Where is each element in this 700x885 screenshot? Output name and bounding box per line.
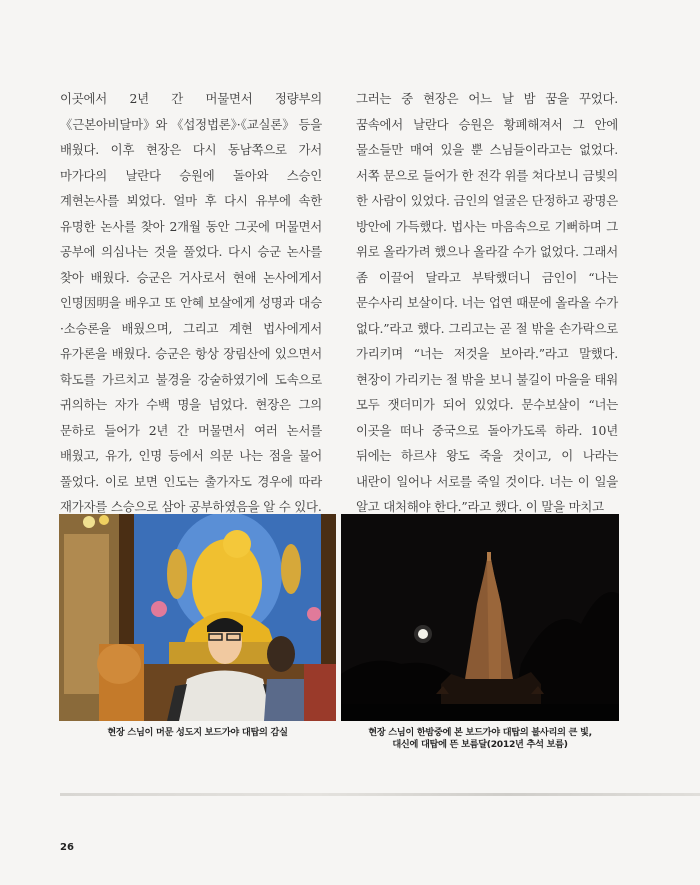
night-stupa-photo bbox=[341, 514, 619, 721]
page-number: 26 bbox=[60, 842, 74, 853]
night-stupa-photo-caption bbox=[341, 727, 619, 751]
night-stupa-photo-image bbox=[341, 514, 619, 721]
article-right-column bbox=[356, 86, 618, 520]
shrine-photo bbox=[59, 514, 336, 721]
article-left-column bbox=[60, 86, 322, 520]
shrine-caption-text: 현장 스님이 머문 성도지 보드가야 대탑의 감실 bbox=[107, 727, 288, 738]
footer-divider bbox=[60, 793, 700, 796]
left-column-text: 이곳에서 2년 간 머물면서 정량부의 《근본아비달마》와 《섭정법론》·《교실론》 등을 배웠다. 이후 현장은 다시 동남쪽으로 가서 마가다의 날란다 승원에 돌아와 스승인 계현논사를 뵈었다. 얼마 후 다시 유부에 속한 유명한 논사를 찾아 2개월 동안 그곳에 머물면서 공부에 의심나는 것을 풀었다. 다시 승군 논사를 찾아 배웠다. 승군은 거사로서 현애 논사에게서 인명因明을 배우고 또 안혜 보살에게 성명과 대승·소승론을 배웠으며, 그리고 계현 법사에게서 유가론을 배웠다. 승군은 항상 장림산에 있으면서 학도를 가르치고 불경을 강술하였기에 도속으로 귀의하는 자가 수백 명을 넘었다. 현장은 그의 문하로 들어가 2년 간 머물면서 여러 논서를 배웠고, 유가, 인명 등에서 의문 나는 점을 물어 풀었다. 이로 보면 인도는 출가자도 경우에 따라 재가자를 스승으로 삼아 공부하였음을 알 수 있다. bbox=[60, 91, 322, 514]
shrine-photo-caption bbox=[59, 727, 336, 739]
night-caption-line-2: 대신에 대탑에 뜬 보름달(2012년 추석 보름) bbox=[392, 739, 568, 750]
night-caption-line-1: 현장 스님이 한밤중에 본 보드가야 대탑의 불사리의 큰 빛, bbox=[368, 727, 592, 738]
right-column-text: 그러는 중 현장은 어느 날 밤 꿈을 꾸었다. 꿈속에서 날란다 승원은 황폐해져서 그 안에 물소들만 매여 있을 뿐 스님들이라고는 없었다. 서쪽 문으로 들어가 한 전각 위를 쳐다보니 금빛의 한 사람이 있었다. 금인의 얼굴은 단정하고 광명은 방안에 가득했다. 법사는 마음속으로 기뻐하며 그 위로 올라가려 했으나 올라갈 수가 없었다. 그래서 좀 이끌어 달라고 부탁했더니 금인이 “나는 문수사리 보살이다. 너는 업연 때문에 올라올 수가 없다.”라고 했다. 그리고는 곧 절 밖을 손가락으로 가리키며 “너는 저것을 보아라.”라고 말했다. 현장이 가리키는 절 밖을 보니 불길이 마을을 태워 모두 잿더미가 되어 있었다. 문수보살이 “너는 이곳을 떠나 중국으로 돌아가도록 하라. 10년 뒤에는 하르샤 왕도 죽을 것이고, 이 나라는 내란이 일어나 서로를 죽일 것이다. 너는 이 일을 알고 대처해야 한다.”라고 했다. 이 말을 마치고 bbox=[356, 91, 618, 514]
shrine-photo-image bbox=[59, 514, 336, 721]
